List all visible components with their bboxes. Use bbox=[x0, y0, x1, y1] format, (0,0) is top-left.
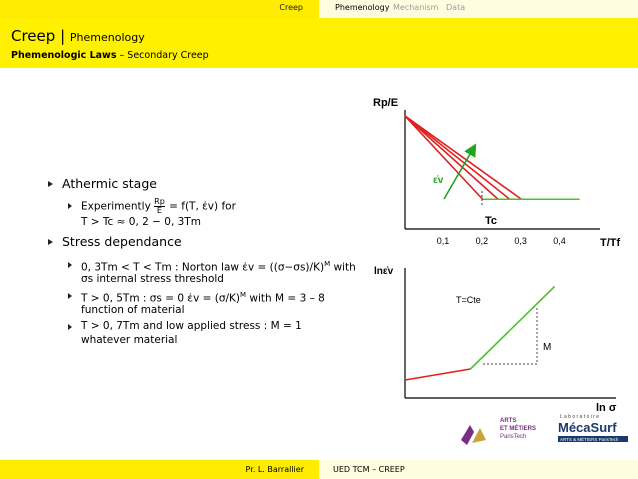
top-chart-ylabel: Rp/E bbox=[373, 97, 399, 109]
top-chart-xlabel: T/Tf bbox=[600, 237, 621, 249]
bullet-stress-heading: Stress dependance bbox=[62, 234, 182, 249]
title-main-text: Creep bbox=[11, 27, 56, 45]
bullet-athermic-item1-line2: T > Tc ≈ 0, 2 − 0, 3Tm bbox=[81, 216, 201, 228]
bullet-stress-item3-line2: whatever material bbox=[81, 334, 178, 346]
bottom-chart-xlabel: ln σ bbox=[596, 402, 617, 414]
top-chart-series-line bbox=[405, 116, 510, 199]
top-chart-series-line bbox=[405, 116, 483, 199]
top-chart-tick-label: 0,3 bbox=[514, 236, 527, 246]
arts-et-metiers-logo bbox=[461, 418, 536, 445]
slope-m-label: M bbox=[543, 342, 552, 353]
bottom-chart-ylabel: lnε̇v bbox=[374, 266, 394, 277]
stress-item2-exponent: M bbox=[240, 291, 247, 299]
athermic-item1-text: Experimently bbox=[81, 200, 155, 213]
logo-paristech-text: ParisTech bbox=[500, 434, 527, 440]
bullet-athermic-heading: Athermic stage bbox=[62, 176, 157, 191]
strain-rate-label: ε̇v bbox=[433, 175, 444, 186]
top-chart-series-line bbox=[405, 116, 521, 199]
title-separator: | bbox=[60, 27, 66, 45]
strain-rate-arrow-icon bbox=[444, 149, 473, 199]
footer-course: UED TCM – CREEP bbox=[333, 465, 405, 474]
subtitle-rest: – Secondary Creep bbox=[119, 50, 209, 61]
tc-label: Tc bbox=[485, 215, 498, 227]
footer-author: Pr. L. Barrallier bbox=[245, 465, 304, 474]
title-sub-text: Phemenology bbox=[69, 31, 145, 44]
nav-tab-mechanism[interactable]: Mechanism bbox=[393, 3, 439, 12]
logo-meca-sub: ARTS & MÉTIERS ParisTech bbox=[560, 437, 619, 442]
top-chart-tick-labels bbox=[437, 236, 566, 246]
stress-item1-exponent: M bbox=[324, 260, 331, 268]
subtitle-bold: Phemenologic Laws bbox=[11, 50, 117, 61]
stress-item2-formula: T > 0, 5Tm : σs = 0 ε̇v = (σ/K) bbox=[81, 292, 241, 305]
stress-item1-with: with bbox=[330, 261, 356, 274]
logo-metiers-text: ET MÉTIERS bbox=[500, 426, 537, 432]
bottom-chart-series-line bbox=[470, 287, 554, 370]
footer-bar bbox=[0, 460, 638, 479]
t-cte-label: T=Cte bbox=[456, 295, 481, 305]
nav-tab-data[interactable]: Data bbox=[446, 3, 466, 12]
top-chart-curves bbox=[405, 116, 580, 199]
bullet-stress-item1-line2: σs internal stress threshold bbox=[81, 273, 224, 285]
bullet-stress-item2-line2: function of material bbox=[81, 304, 185, 316]
top-chart-tick-label: 0,2 bbox=[475, 236, 489, 246]
bullet-stress-item3: T > 0, 7Tm and low applied stress : M = 1 bbox=[81, 320, 302, 332]
bottom-chart-series-line bbox=[405, 369, 470, 380]
logo-meca-top: L a b o r a t o i r e bbox=[560, 414, 600, 420]
top-chart-tick-label: 0,1 bbox=[436, 236, 450, 246]
logo-meca-text: MécaSurf bbox=[558, 420, 617, 435]
top-chart-tick-label: 0,4 bbox=[553, 236, 566, 246]
nav-section-creep[interactable]: Creep bbox=[279, 3, 303, 12]
athermic-item1-formula: = f(T, ε̇v) for bbox=[165, 200, 236, 213]
logo-arts-text: ARTS bbox=[500, 418, 517, 424]
stress-item2-with: with M = 3 – 8 bbox=[246, 292, 325, 305]
nav-tab-phemenology[interactable]: Phemenology bbox=[335, 3, 390, 12]
mecasurf-logo bbox=[558, 414, 628, 442]
fraction-denominator: E bbox=[156, 206, 162, 215]
stress-item1-formula: 0, 3Tm < T < Tm : Norton law ε̇v = ((σ−σs)/K) bbox=[81, 261, 325, 274]
fraction-numerator: Rp bbox=[154, 197, 165, 206]
